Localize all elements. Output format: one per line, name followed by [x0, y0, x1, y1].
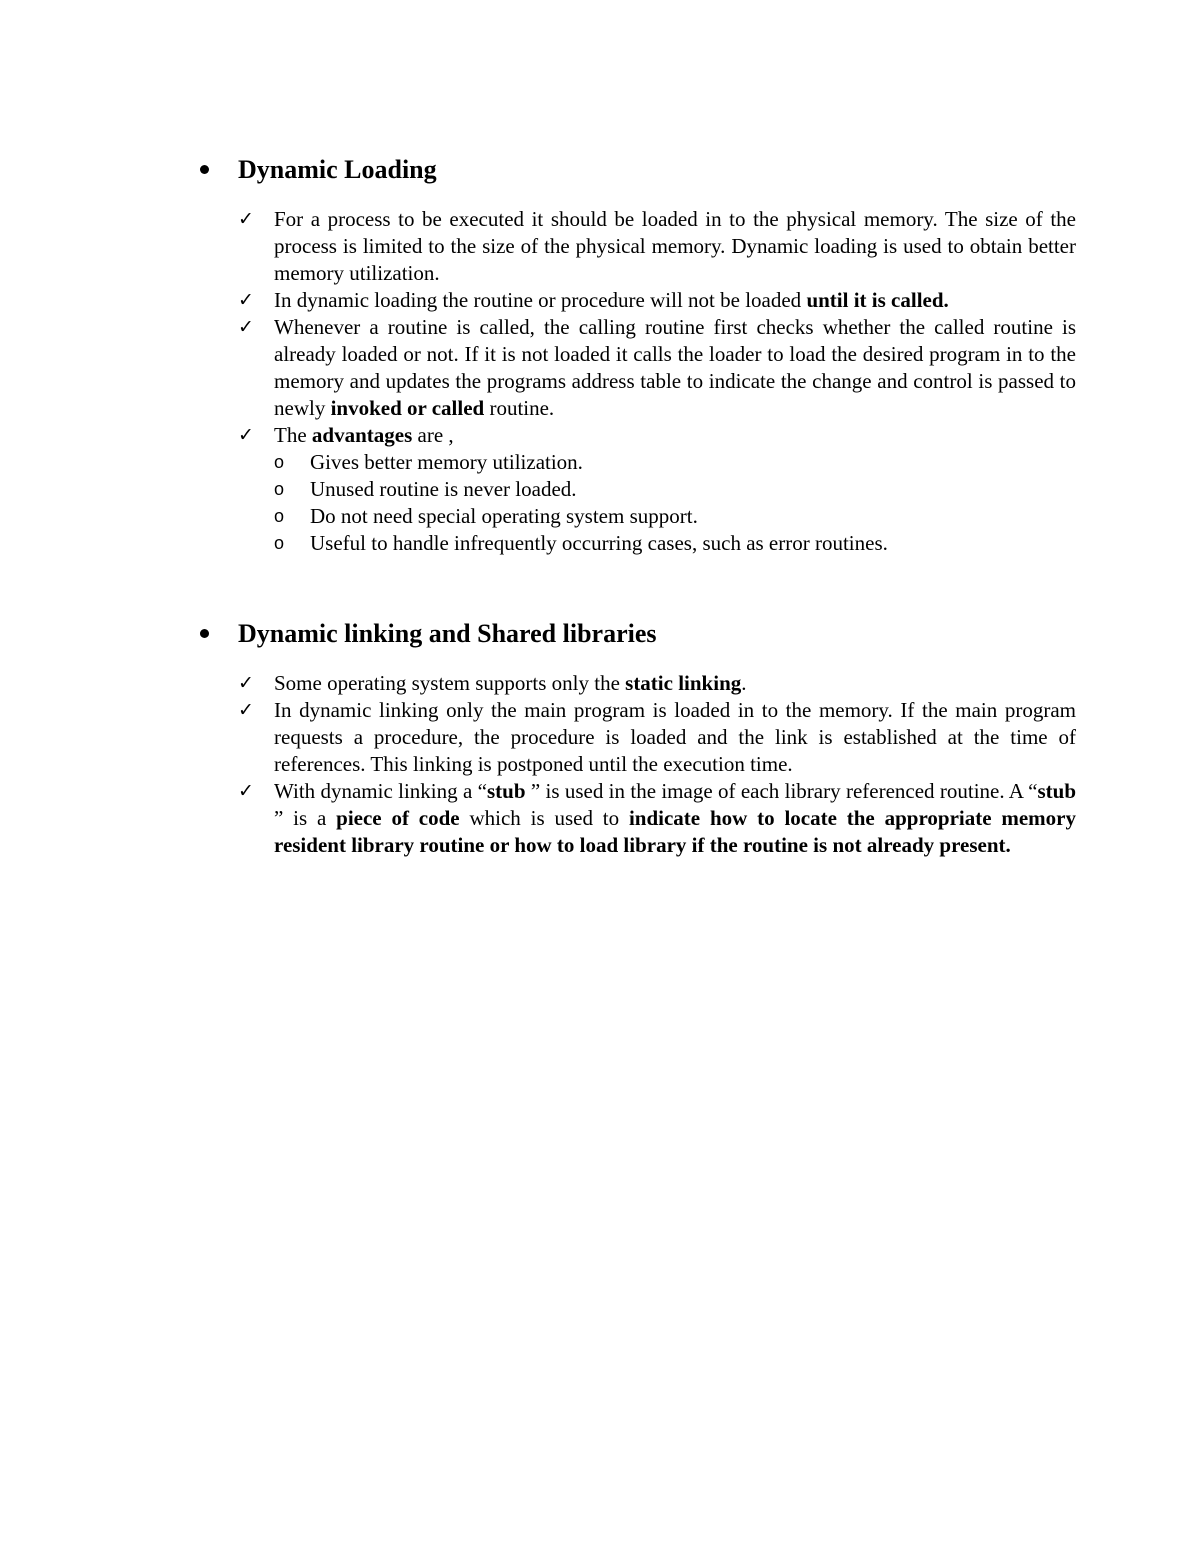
section-heading-row: [200, 616, 1080, 654]
check-item: [200, 778, 1080, 859]
sub-list-item: [200, 530, 1080, 557]
bullet-dot-icon: [200, 629, 209, 638]
section-heading: Dynamic linking and Shared libraries: [238, 619, 657, 648]
hollow-circle-bullet-icon: o: [274, 479, 285, 499]
sub-list-item: [200, 476, 1080, 503]
item-text: .: [741, 671, 747, 695]
section-heading-row: [200, 152, 1080, 190]
sub-item-text: Unused routine is never loaded.: [310, 477, 577, 501]
item-text: For a process to be executed it should be loaded in to the physical memory. The size of the process is limited to the size of the physical memory. Dynamic loading is used to obtain better memory utilization.: [274, 207, 1076, 285]
item-text: The: [274, 423, 312, 447]
check-mark-icon: ✓: [238, 424, 254, 446]
item-bold-text: piece of code: [336, 806, 460, 830]
check-item: [200, 206, 1080, 287]
checklist: [200, 670, 1080, 859]
sub-list-item: [200, 449, 1080, 476]
item-text: ” is a: [274, 806, 337, 830]
hollow-circle-bullet-icon: o: [274, 533, 285, 553]
check-item: [200, 314, 1080, 422]
sub-item-text: Useful to handle infrequently occurring cases, such as error routines.: [310, 531, 888, 555]
bullet-dot-icon: [200, 165, 209, 174]
item-text: which is used to: [459, 806, 629, 830]
item-bold-text: invoked or called: [330, 396, 485, 420]
item-text: In dynamic loading the routine or procedure will not be loaded: [274, 288, 807, 312]
sub-item-text: Gives better memory utilization.: [310, 450, 583, 474]
sub-item-text: Do not need special operating system support.: [310, 504, 698, 528]
check-mark-icon: ✓: [238, 780, 254, 802]
item-text: ” is used in the image of each library referenced routine. A “: [525, 779, 1038, 803]
item-bold-text: stub: [486, 779, 526, 803]
hollow-circle-bullet-icon: o: [274, 506, 285, 526]
sub-list-item: [200, 503, 1080, 530]
item-bold-text: indicate how to locate the appropriate memory resident library routine or how to load library if the routine is not already present.: [274, 806, 1076, 857]
hollow-circle-bullet-icon: o: [274, 452, 285, 472]
check-mark-icon: ✓: [238, 316, 254, 338]
check-mark-icon: ✓: [238, 672, 254, 694]
item-text: are ,: [412, 423, 454, 447]
item-bold-text: static linking: [625, 671, 742, 695]
item-text: Some operating system supports only the: [274, 671, 626, 695]
item-bold-text: stub: [1037, 779, 1076, 803]
check-item: [200, 670, 1080, 697]
advantages-list: [200, 449, 1080, 557]
check-item: [200, 697, 1080, 778]
section-dynamic-loading: [200, 152, 1080, 557]
item-text: Whenever a routine is called, the calling routine first checks whether the called routine is already loaded or not. If it is not loaded it calls the loader to load the desired program in to the memory and updates the programs address table to indicate the change and control is passed to newly: [274, 315, 1076, 420]
item-text: routine.: [484, 396, 555, 420]
check-item: [200, 422, 1080, 449]
check-mark-icon: ✓: [238, 289, 254, 311]
section-heading: Dynamic Loading: [238, 155, 437, 184]
item-bold-text: until it is called.: [806, 288, 949, 312]
check-item: [200, 287, 1080, 314]
checklist: [200, 206, 1080, 449]
item-text: With dynamic linking a “: [274, 779, 487, 803]
item-text: In dynamic linking only the main program is loaded in to the memory. If the main program requests a procedure, the procedure is loaded and the link is established at the time of references. This linking is postponed until the execution time.: [274, 698, 1076, 776]
check-mark-icon: ✓: [238, 208, 254, 230]
check-mark-icon: ✓: [238, 699, 254, 721]
item-bold-text: advantages: [311, 423, 413, 447]
section-dynamic-linking: [200, 616, 1080, 859]
